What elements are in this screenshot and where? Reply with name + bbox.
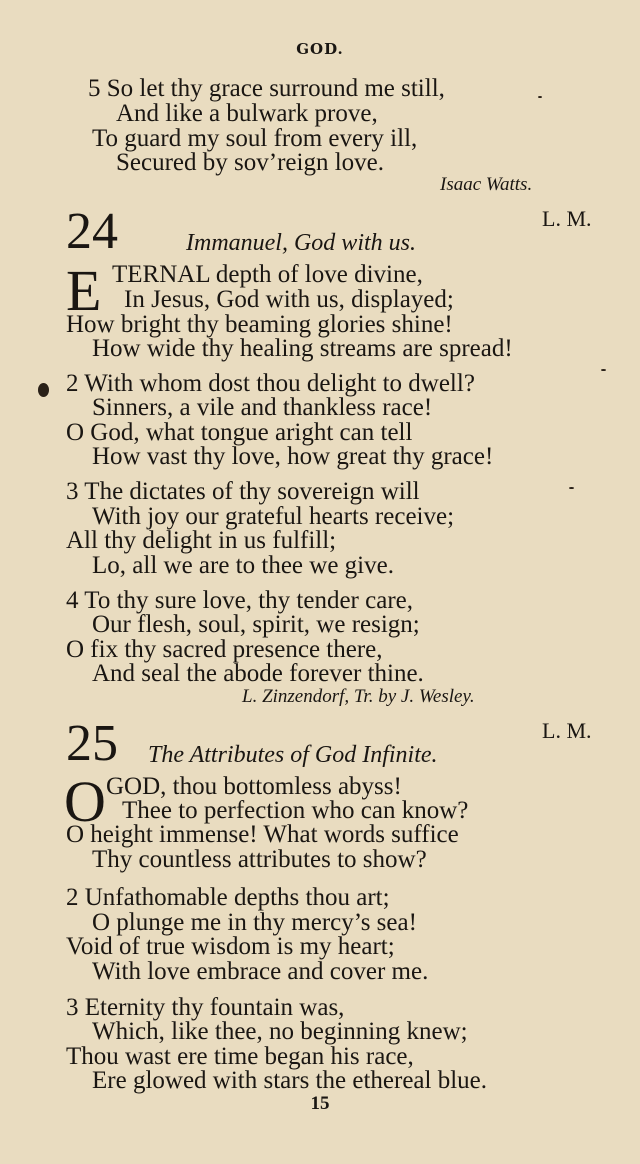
verse-line: Sinners, a vile and thankless race!	[92, 394, 433, 421]
verse-line: O God, what tongue aright can tell	[66, 419, 413, 446]
verse-line: And seal the abode forever thine.	[92, 660, 424, 687]
verse-line: Ere glowed with stars the ethereal blue.	[92, 1067, 487, 1094]
verse-line: GOD, thou bottomless abyss!	[106, 773, 402, 800]
verse-line: O fix thy sacred presence there,	[66, 636, 383, 663]
ink-speck	[538, 96, 542, 98]
verse-line: How bright thy beaming glories shine!	[66, 311, 453, 338]
verse-line: How wide thy healing streams are spread!	[92, 335, 513, 362]
hymn-author: L. Zinzendorf, Tr. by J. Wesley.	[242, 686, 475, 707]
verse-line: Thy countless attributes to show?	[92, 846, 427, 873]
verse-line: 5 So let thy grace surround me still,	[88, 75, 445, 102]
verse-line: In Jesus, God with us, displayed;	[124, 286, 454, 313]
verse-line: And like a bulwark prove,	[116, 100, 378, 127]
verse-line: Thee to perfection who can know?	[122, 797, 469, 824]
verse-line: With love embrace and cover me.	[92, 958, 429, 985]
verse-line: O height immense! What words suffice	[66, 821, 459, 848]
ink-speck	[569, 487, 574, 489]
verse-line: Secured by sov’reign love.	[116, 149, 384, 176]
verse-line: 2 With whom dost thou delight to dwell?	[66, 370, 475, 397]
drop-cap: O	[64, 769, 106, 834]
verse-line: Lo, all we are to thee we give.	[92, 552, 394, 579]
page-number: 15	[310, 1093, 330, 1114]
hymn-meter: L. M.	[542, 206, 592, 231]
hymn-title: Immanuel, God with us.	[186, 230, 416, 256]
verse-line: 4 To thy sure love, thy tender care,	[66, 587, 413, 614]
verse-line: All thy delight in us fulfill;	[66, 527, 337, 554]
running-header: GOD.	[296, 40, 344, 58]
hymn-number: 25	[66, 715, 118, 772]
verse-line: Our flesh, soul, spirit, we resign;	[92, 611, 420, 638]
hymn-meter: L. M.	[542, 718, 592, 743]
verse-line: 3 Eternity thy fountain was,	[66, 994, 345, 1021]
hymn-title: The Attributes of God Infinite.	[148, 742, 438, 768]
verse-line: 3 The dictates of thy sovereign will	[66, 478, 420, 505]
ink-speck	[601, 369, 606, 371]
verse-line: To guard my soul from every ill,	[92, 125, 418, 152]
verse-line: How vast thy love, how great thy grace!	[92, 443, 494, 470]
hymn-number: 24	[66, 203, 118, 260]
verse-line: O plunge me in thy mercy’s sea!	[92, 909, 417, 936]
verse-line: TERNAL depth of love divine,	[112, 261, 423, 288]
verse-line: Which, like thee, no beginning knew;	[92, 1018, 468, 1045]
verse-line: With joy our grateful hearts receive;	[92, 503, 455, 530]
verse-line: Thou wast ere time began his race,	[66, 1043, 414, 1070]
verse-line: Void of true wisdom is my heart;	[66, 933, 395, 960]
verse-line: 2 Unfathomable depths thou art;	[66, 884, 390, 911]
ink-speck	[38, 383, 49, 397]
hymn-author: Isaac Watts.	[440, 174, 533, 195]
drop-cap: E	[66, 258, 102, 323]
